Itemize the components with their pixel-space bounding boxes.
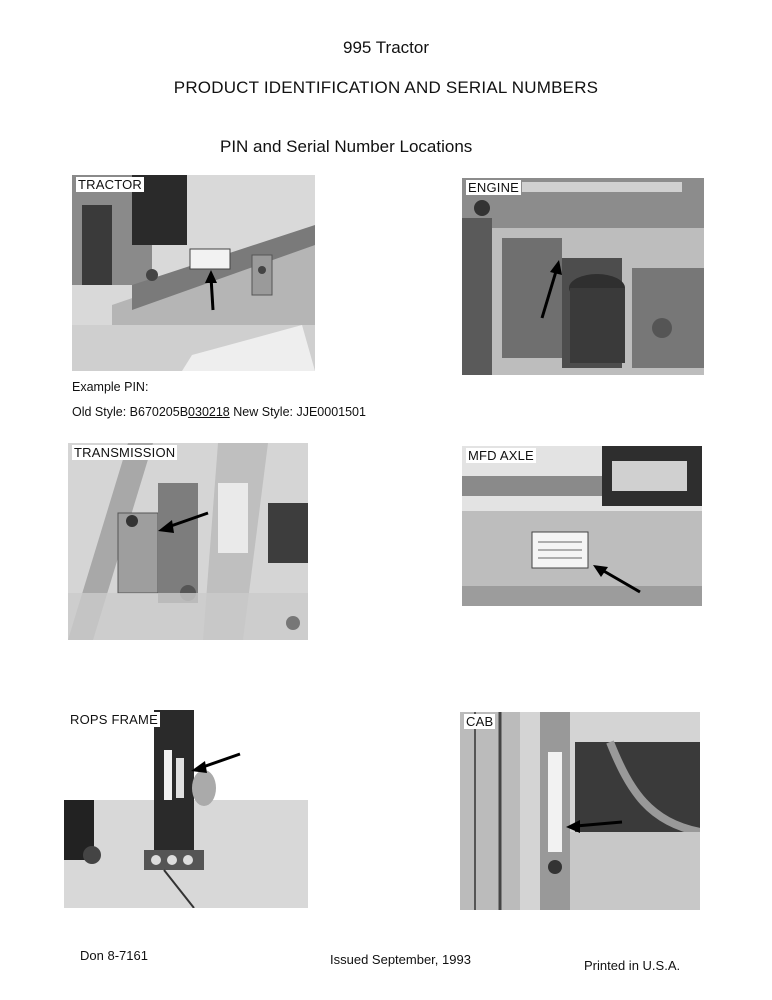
pin-old-style-prefix: Old Style: B670205B: [72, 405, 189, 419]
tractor-label: TRACTOR: [78, 177, 142, 192]
rops-frame-label: ROPS FRAME: [70, 712, 158, 727]
transmission-label: TRANSMISSION: [74, 445, 176, 460]
pin-old-style-serial: 030218: [188, 405, 230, 419]
rops-frame-photo-image: [64, 710, 308, 908]
rops-frame-photo: [64, 710, 308, 908]
footer-doc-number: Don 8-7161: [80, 948, 148, 963]
footer-issued-date: Issued September, 1993: [330, 952, 471, 967]
section-heading: PRODUCT IDENTIFICATION AND SERIAL NUMBERS: [173, 78, 599, 97]
engine-label: ENGINE: [468, 180, 520, 195]
pin-example-values: [72, 405, 366, 419]
pin-example-label: Example PIN:: [72, 380, 149, 394]
section-subheading: PIN and Serial Number Locations: [220, 137, 473, 156]
mfd-axle-photo-image: [462, 446, 702, 606]
pin-new-style: New Style: JJE0001501: [233, 405, 366, 419]
transmission-photo: [68, 443, 308, 640]
cab-photo: [460, 712, 700, 910]
engine-photo-image: [462, 178, 704, 375]
document-title: 995 Tractor: [343, 38, 429, 57]
transmission-photo-image: [68, 443, 308, 640]
footer-printed: Printed in U.S.A.: [584, 958, 681, 973]
engine-photo: [462, 178, 704, 375]
mfd-axle-photo: [462, 446, 702, 606]
mfd-axle-label: MFD AXLE: [468, 448, 534, 463]
tractor-photo: [72, 175, 315, 371]
cab-photo-image: [460, 712, 700, 910]
tractor-photo-image: [72, 175, 315, 371]
cab-label: CAB: [466, 714, 494, 729]
